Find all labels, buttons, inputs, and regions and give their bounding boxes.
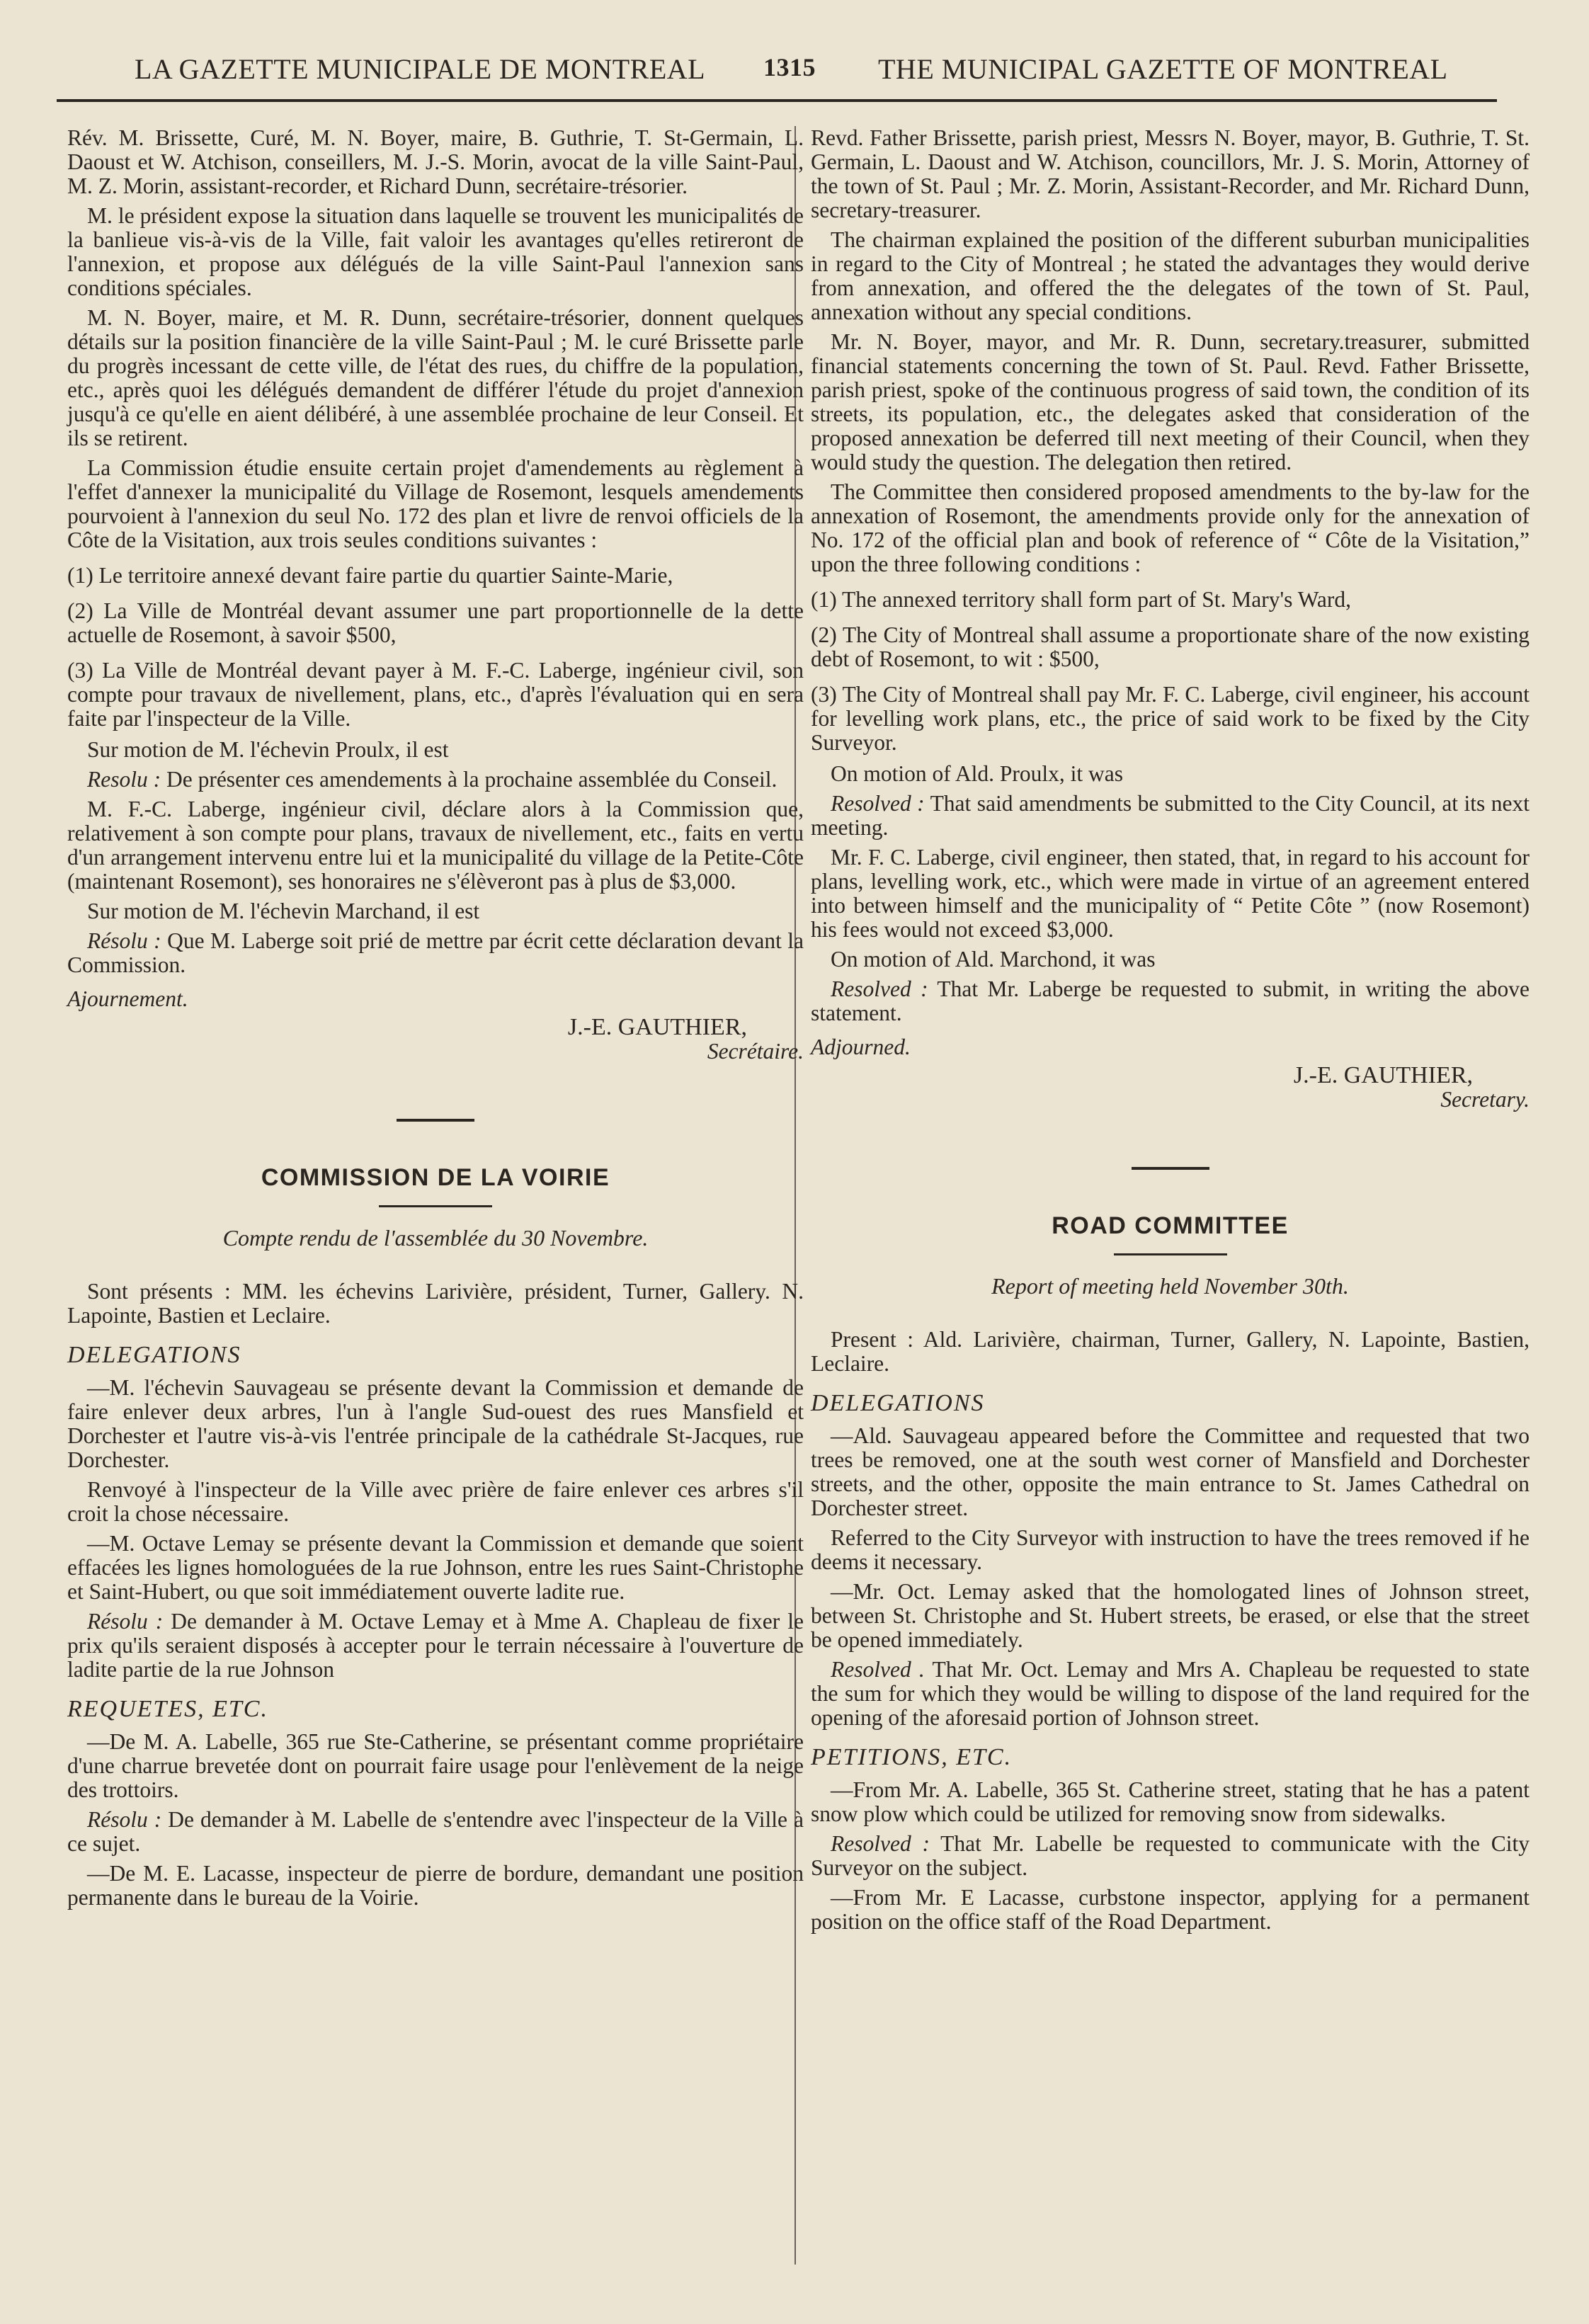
paragraph: Rév. M. Brissette, Curé, M. N. Boyer, maire, B. Guthrie, T. St-Germain, L. Daoust et W. Atchison, conseillers, M. J.-S. Morin, avocat de la ville Saint-Paul, M. Z. Morin, assistant-recorder, et Richard Dunn, secrétaire-trésorier.	[67, 125, 804, 198]
resolution-label: Résolu :	[87, 928, 161, 953]
paragraph: La Commission étudie ensuite certain projet d'amendements au règlement à l'effet d'annexer la municipalité du Village de Rosemont, lesquels amendements pourvoient à l'annexion du seul No. 172 des plan et livre de renvoi officiels de la Côte de la Visitation, aux trois seules conditions suivantes :	[67, 455, 804, 552]
resolution-label: Resolved :	[831, 976, 928, 1001]
paragraph: —M. Octave Lemay se présente devant la Commission et demande que soient effacées les lignes homologuées de la rue Johnson, entre les rues Saint-Christophe et Saint-Hubert, ou que soit immédiatement ouverte ladite rue.	[67, 1531, 804, 1604]
resolution-label: Resolved :	[831, 791, 925, 816]
adjournment: Adjourned.	[811, 1035, 911, 1059]
resolution	[811, 792, 1530, 840]
paragraph: Mr. F. C. Laberge, civil engineer, then stated, that, in regard to his account for plans, levelling work, etc., which were made in virtue of an agreement entered into between himself and the municipality of “ Petite Côte ” (now Rosemont) his fees would not exceed $3,000.	[811, 845, 1530, 942]
resolution	[67, 1808, 804, 1856]
attendance: Present : Ald. Larivière, chairman, Turner, Gallery, N. Lapointe, Bastien, Leclaire.	[811, 1327, 1530, 1376]
resolution	[811, 977, 1530, 1025]
subheading-delegations: DELEGATIONS	[67, 1342, 241, 1368]
resolution-text: That Mr. Laberge be requested to submit, in writing the above statement.	[811, 976, 1530, 1025]
resolution-text: That Mr. Oct. Lemay and Mrs A. Chapleau be requested to state the sum for which they would be willing to dispose of the land required for the opening of the aforesaid portion of Johnson street.	[811, 1657, 1530, 1730]
resolution-text: That Mr. Labelle be requested to communicate with the City Surveyor on the subject.	[811, 1831, 1530, 1880]
running-header	[50, 50, 1539, 92]
condition-item: (2) The City of Montreal shall assume a proportionate share of the now existing debt of Rosemont, to wit : $500,	[811, 622, 1530, 671]
paragraph: M. le président expose la situation dans laquelle se trouvent les municipalités de la banlieue vis-à-vis de la Ville, fait valoir les avantages qu'elles retireront de l'annexion, et propose aux délégués de la ville Saint-Paul l'annexion sans conditions spéciales.	[67, 203, 804, 300]
signature-block	[811, 1035, 1530, 1112]
motion-line: On motion of Ald. Marchond, it was	[831, 947, 1156, 972]
paragraph: —Mr. Oct. Lemay asked that the homologated lines of Johnson street, between St. Christophe and St. Hubert streets, be erased, or else that the street be opened immediately.	[811, 1579, 1530, 1652]
paragraph: Mr. N. Boyer, mayor, and Mr. R. Dunn, secretary.treasurer, submitted financial statements concerning the town of St. Paul. Revd. Father Brissette, parish priest, spoke of the continuous progress of said town, the condition of its streets, its population, etc., the delegates asked that consideration of the proposed annexation be deferred till next meeting of their Council, when they would study the question. The delegation then retired.	[811, 329, 1530, 474]
paragraph: Renvoyé à l'inspecteur de la Ville avec prière de faire enlever ces arbres s'il croit la chose nécessaire.	[67, 1477, 804, 1526]
subheading-delegations: DELEGATIONS	[811, 1390, 985, 1416]
condition-item: (2) La Ville de Montréal devant assumer une part proportionnelle de la dette actuelle de Rosemont, à savoir $500,	[67, 598, 804, 647]
paragraph: —De M. E. Lacasse, inspecteur de pierre de bordure, demandant une position permanente dans le bureau de la Voirie.	[67, 1861, 804, 1910]
resolution-label: Resolved :	[831, 1831, 930, 1856]
condition-item: (3) La Ville de Montréal devant payer à M. F.-C. Laberge, ingénieur civil, son compte pour travaux de nivellement, plans, etc., d'après l'évaluation qui en sera faite par l'inspecteur de la Ville.	[67, 658, 804, 731]
resolution-text: De présenter ces amendements à la prochaine assemblée du Conseil.	[166, 767, 778, 792]
signature-block	[67, 987, 804, 1064]
resolution-text: Que M. Laberge soit prié de mettre par écrit cette déclaration devant la Commission.	[67, 928, 804, 977]
section-subtitle: Compte rendu de l'assemblée du 30 Novembre.	[222, 1225, 649, 1251]
signature-title: Secretary.	[1440, 1087, 1530, 1112]
motion-line: Sur motion de M. l'échevin Proulx, il est	[87, 737, 449, 762]
paragraph: —M. l'échevin Sauvageau se présente devant la Commission et demande de faire enlever deux arbres, l'un à l'angle Sud-ouest des rues Mansfield et Dorchester et l'autre vis-à-vis l'entrée principale de la cathédrale St-Jacques, rue Dorchester.	[67, 1375, 804, 1472]
section-title: COMMISSION DE LA VOIRIE	[261, 1164, 610, 1191]
resolution-label: Resolu :	[87, 767, 161, 792]
resolution	[67, 1610, 804, 1682]
resolution	[67, 768, 804, 792]
french-column	[67, 126, 804, 1915]
paragraph: The chairman explained the position of the different suburban municipalities in regard to the City of Montreal ; he stated the advantages they would derive from annexation, and offered the the delegates of the town of St. Paul, annexation without any special conditions.	[811, 227, 1530, 324]
resolution	[811, 1832, 1530, 1880]
resolution-text: That said amendments be submitted to the City Council, at its next meeting.	[811, 791, 1530, 840]
resolution-text: De demander à M. Octave Lemay et à Mme A. Chapleau de fixer le prix qu'ils seraient disposés à accepter pour le terrain nécessaire à l'ouverture de ladite partie de la rue Johnson	[67, 1609, 804, 1682]
paragraph: Revd. Father Brissette, parish priest, Messrs N. Boyer, mayor, B. Guthrie, T. St. Germain, L. Daoust and W. Atchison, councillors, Mr. J. S. Morin, Attorney of the town of St. Paul ; Mr. Z. Morin, Assistant-Recorder, and Mr. Richard Dunn, secretary-treasurer.	[811, 125, 1530, 222]
subheading-petitions: PETITIONS, ETC.	[811, 1744, 1013, 1770]
section-separator	[1132, 1167, 1209, 1170]
attendance: Sont présents : MM. les échevins Larivière, président, Turner, Gallery. N. Lapointe, Bastien et Leclaire.	[67, 1279, 804, 1328]
resolution-label: Résolu :	[87, 1807, 162, 1832]
paragraph: —From Mr. A. Labelle, 365 St. Catherine street, stating that he has a patent snow plow which could be utilized for removing snow from sidewalks.	[811, 1777, 1530, 1826]
paragraph: The Committee then considered proposed amendments to the by-law for the annexation of Rosemont, the amendments provide only for the annexation of No. 172 of the official plan and book of reference of “ Côte de la Visitation,” upon the three following conditions :	[811, 479, 1530, 576]
signature-title: Secrétaire.	[707, 1039, 804, 1064]
adjournment: Ajournement.	[67, 986, 188, 1011]
paragraph: —De M. A. Labelle, 365 rue Ste-Catherine, se présentant comme propriétaire d'une charrue brevetée dont on pourrait faire usage pour l'enlèvement de la neige des trottoirs.	[67, 1729, 804, 1802]
paragraph: M. F.-C. Laberge, ingénieur civil, déclare alors à la Commission que, relativement à son compte pour plans, travaux de nivellement, etc., faits en vertu d'un arrangement intervenu entre lui et la municipalité du village de la Petite-Côte (maintenant Rosemont), ses honoraires ne s'élèveront pas à plus de $3,000.	[67, 797, 804, 894]
resolution-label: Résolu :	[87, 1609, 164, 1634]
resolution-text: De demander à M. Labelle de s'entendre avec l'inspecteur de la Ville à ce sujet.	[67, 1807, 804, 1856]
signature-name: J.-E. GAUTHIER,	[1293, 1062, 1473, 1088]
condition-item: (1) The annexed territory shall form part of St. Mary's Ward,	[811, 587, 1352, 612]
title-rule	[1114, 1253, 1227, 1255]
english-column	[811, 126, 1530, 1939]
header-rule	[57, 99, 1497, 102]
paragraph: —Ald. Sauvageau appeared before the Committee and requested that two trees be removed, one at the south west corner of Mansfield and Dorchester streets, and the other, opposite the main entrance to St. James Cathedral on Dorchester street.	[811, 1423, 1530, 1520]
resolution	[811, 1658, 1530, 1730]
subheading-requetes: REQUETES, ETC.	[67, 1696, 268, 1722]
title-rule	[379, 1205, 492, 1207]
section-separator	[397, 1119, 474, 1122]
paragraph: Referred to the City Surveyor with instruction to have the trees removed if he deems it necessary.	[811, 1525, 1530, 1574]
header-title-english: THE MUNICIPAL GAZETTE OF MONTREAL	[878, 53, 1448, 85]
condition-item: (3) The City of Montreal shall pay Mr. F. C. Laberge, civil engineer, his account for levelling work plans, etc., the price of said work to be fixed by the City Surveyor.	[811, 682, 1530, 755]
signature-name: J.-E. GAUTHIER,	[567, 1014, 747, 1040]
paragraph: M. N. Boyer, maire, et M. R. Dunn, secrétaire-trésorier, donnent quelques détails sur la position financière de la ville Saint-Paul ; M. le curé Brissette parle du progrès incessant de cette ville, de l'état des rues, du chiffre de la population, etc., après quoi les délégués demandent de différer l'étude du projet d'annexion jusqu'à ce qu'elle en aient délibéré, à une assemblée prochaine de leur Conseil. Et ils se retirent.	[67, 305, 804, 450]
motion-line: On motion of Ald. Proulx, it was	[831, 761, 1124, 786]
motion-line: Sur motion de M. l'échevin Marchand, il est	[87, 899, 480, 923]
section-subtitle: Report of meeting held November 30th.	[991, 1273, 1349, 1299]
condition-item: (1) Le territoire annexé devant faire partie du quartier Sainte-Marie,	[67, 563, 673, 588]
resolution-label: Resolved .	[831, 1657, 925, 1682]
resolution	[67, 929, 804, 977]
section-title: ROAD COMMITTEE	[1052, 1212, 1289, 1239]
page-number: 1315	[763, 53, 816, 81]
paragraph: —From Mr. E Lacasse, curbstone inspector, applying for a permanent position on the office staff of the Road Department.	[811, 1885, 1530, 1934]
header-title-french: LA GAZETTE MUNICIPALE DE MONTREAL	[135, 53, 706, 85]
